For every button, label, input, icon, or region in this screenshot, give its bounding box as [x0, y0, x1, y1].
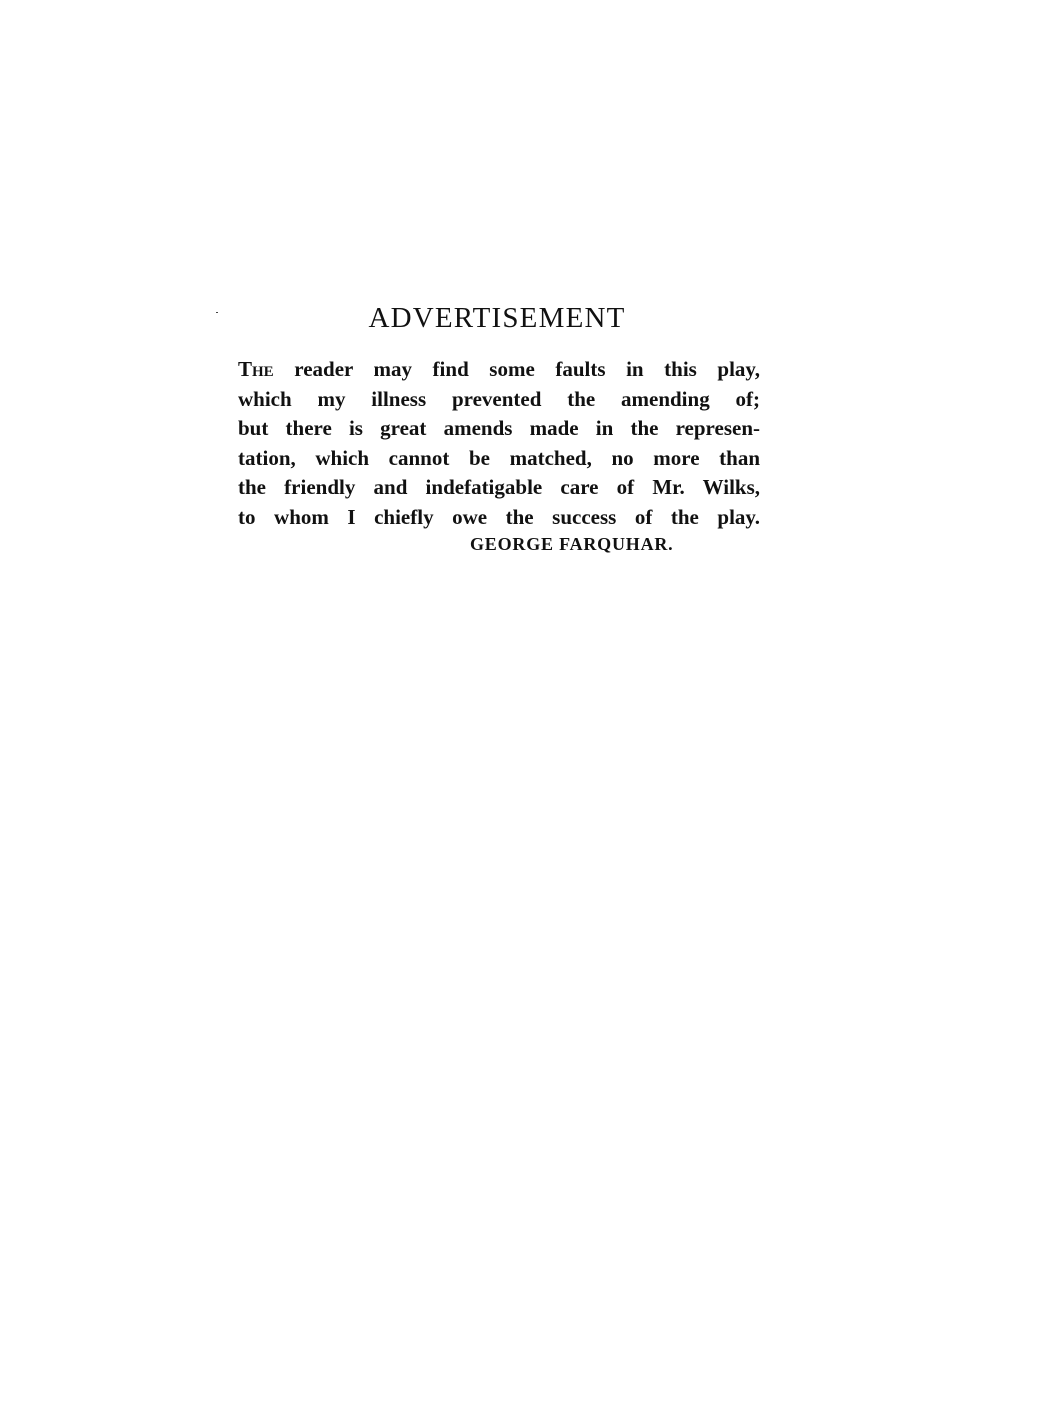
- advertisement-paragraph: [238, 355, 760, 532]
- paragraph-line: [238, 355, 760, 385]
- paragraph-line: the friendly and indefatigable care of Mr. Wilks,: [238, 475, 760, 499]
- paragraph-line: tation, which cannot be matched, no more than: [238, 445, 760, 470]
- lead-word: The: [238, 357, 274, 381]
- page-heading: ADVERTISEMENT: [368, 302, 626, 334]
- ink-speck: [216, 312, 218, 313]
- author-signature: GEORGE FARQUHAR.: [470, 534, 674, 554]
- paragraph-line: but there is great amends made in the represen-: [238, 416, 760, 440]
- paragraph-line: which my illness prevented the amending of;: [238, 386, 760, 411]
- paragraph-line-text: reader may find some faults in this play,: [273, 357, 760, 381]
- paragraph-line: to whom I chiefly owe the success of the play.: [238, 504, 760, 529]
